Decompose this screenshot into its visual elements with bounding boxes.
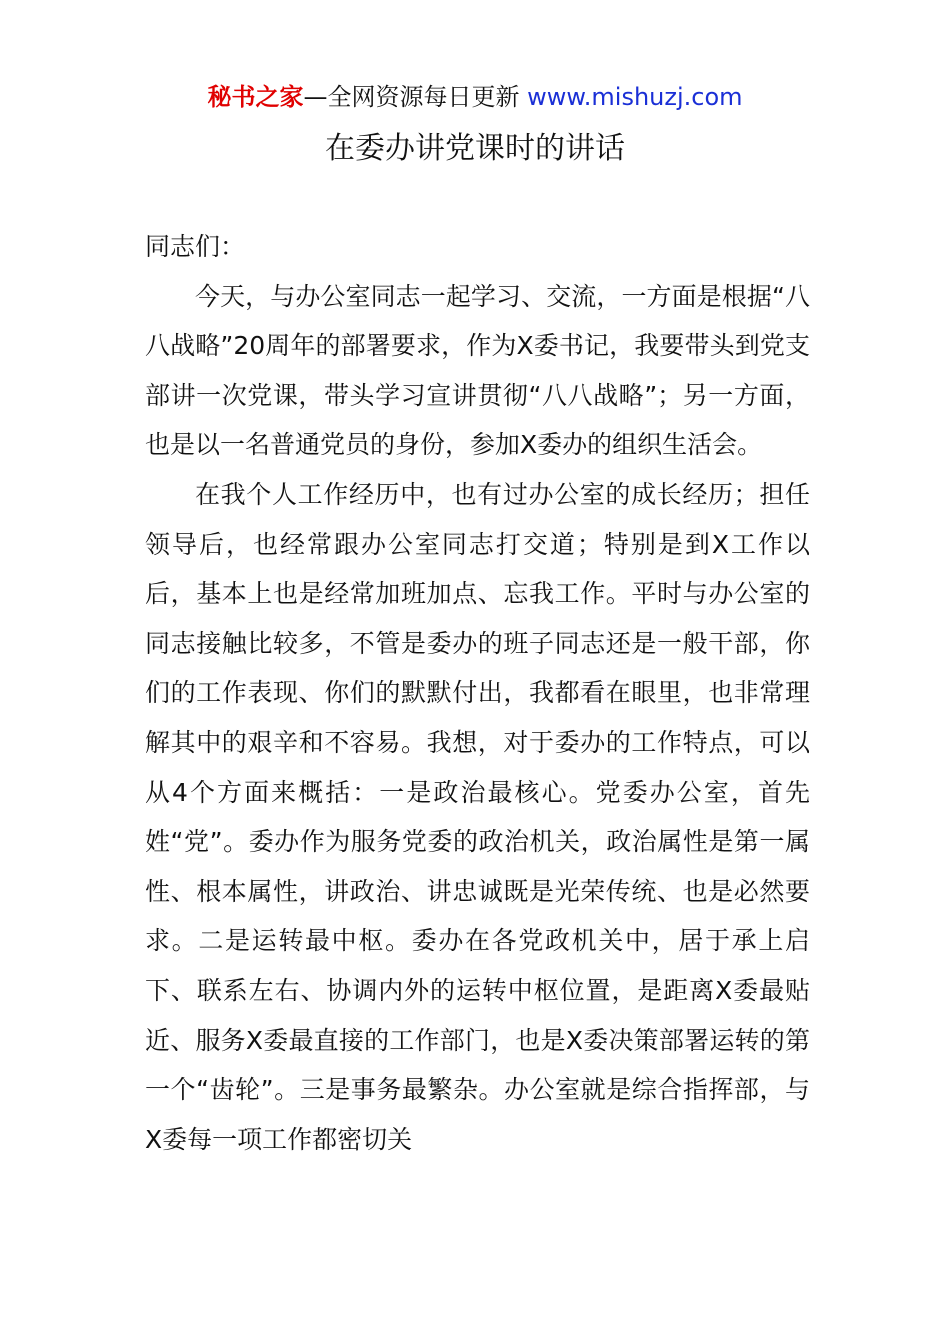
paragraph-1: 今天，与办公室同志一起学习、交流，一方面是根据“八八战略”20周年的部署要求，作为X委书记，我要带头到党支部讲一次党课，带头学习宣讲贯彻“八八战略”；另一方面，也是以一名普通党员的身份，参加X委办的组织生活会。	[145, 281, 810, 460]
document-title: 在委办讲党课时的讲话	[325, 131, 625, 166]
header-banner	[0, 80, 950, 114]
banner-tagline: —全网资源每日更新	[303, 83, 520, 111]
brand-name: 秘书之家	[207, 83, 304, 111]
banner-url[interactable]: www.mishuzj.com	[527, 83, 743, 111]
salutation: 同志们：	[145, 232, 246, 261]
paragraph-2: 在我个人工作经历中，也有过办公室的成长经历；担任领导后，也经常跟办公室同志打交道；特别是到X工作以后，基本上也是经常加班加点、忘我工作。平时与办公室的同志接触比较多，不管是委办的班子同志还是一般干部，你们的工作表现、你们的默默付出，我都看在眼里，也非常理解其中的艰辛和不容易。我想，对于委办的工作特点，可以从4个方面来概括：一是政治最核心。党委办公室，首先姓“党”。委办作为服务党委的政治机关，政治属性是第一属性、根本属性，讲政治、讲忠诚既是光荣传统、也是必然要求。二是运转最中枢。委办在各党政机关中，居于承上启下、联系左右、协调内外的运转中枢位置，是距离X委最贴近、服务X委最直接的工作部门，也是X委决策部署运转的第一个“齿轮”。三是事务最繁杂。办公室就是综合指挥部，与X委每一项工作都密切关	[145, 479, 810, 1154]
document-body	[145, 222, 810, 1164]
